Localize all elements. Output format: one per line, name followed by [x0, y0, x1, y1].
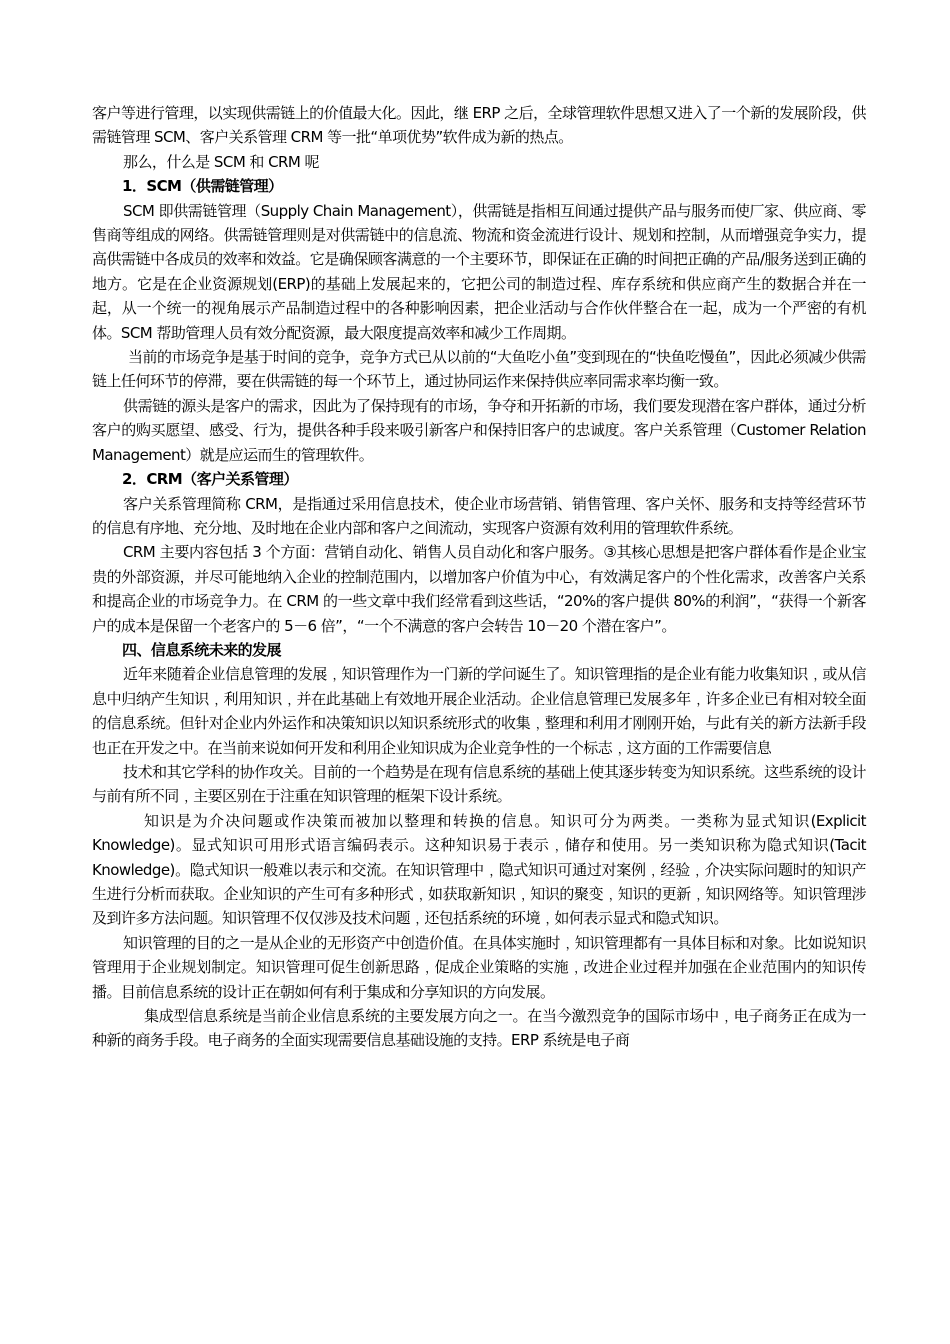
heading-scm: 1．SCM（供需链管理） [122, 177, 283, 196]
paragraph-scm-definition: SCM 即供需链管理（Supply Chain Management），供需链是指相互间通过提供产品与服务而使厂家、供应商、零售商等组成的网络。供需链管理则是对供需链中的信息流、物流和资金流进行设计、规划和控制，从而增强竞争实力，提高供需链中各成员的效率和效益。它是确保顾客满意的一个主要环节，即保证在正确的时间把正确的产品/服务送到正确的地方。它是在企业资源规划(ERP)的基础上发展起来的，它把公司的制造过程、库存系统和供应商产生的数据合并在一起，从一个统一的视角展示产品制造过程中的各种影响因素，把企业活动与合作伙伴整合在一起，成为一个严密的有机体。SCM 帮助管理人员有效分配资源，最大限度提高效率和减少工作周期。 [92, 201, 866, 342]
heading-future-development: 四、信息系统未来的发展 [122, 640, 281, 659]
paragraph-knowledge-goal: 知识管理的目的之一是从企业的无形资产中创造价值。在具体实施时﹐知识管理都有一具体目标和对象。比如说知识管理用于企业规划制定。知识管理可促生创新思路﹐促成企业策略的实施﹐改进企业过程并加强在企业范围内的知识传播。目前信息系统的设计正在朝如何有利于集成和分享知识的方向发展。 [92, 933, 866, 1001]
document-body [92, 101, 866, 1053]
paragraph-knowledge-types: 知识是为介决问题或作决策而被加以整理和转换的信息。知识可分为两类。一类称为显式知识(Explicit Knowledge)。显式知识可用形式语言编码表示。这种知识易于表示﹐储存和使用。另一类知识称为隐式知识(Tacit Knowledge)。隐式知识一般难以表示和交流。在知识管理中﹐隐式知识可通过对案例﹐经验﹐介决实际问题时的知识产生进行分析而获取。企业知识的产生可有多种形式﹐如获取新知识﹐知识的聚变﹐知识的更新﹐知识网络等。知识管理涉及到许多方法问题。知识管理不仅仅涉及技术问题﹐还包括系统的环境﹐如何表示显式和隐式知识。 [92, 811, 866, 928]
paragraph-integrated-systems: 集成型信息系统是当前企业信息系统的主要发展方向之一。在当今激烈竞争的国际市场中﹐电子商务正在成为一种新的商务手段。电子商务的全面实现需要信息基础设施的支持。ERP 系统是电子商 [92, 1007, 866, 1050]
paragraph-continuation: 客户等进行管理，以实现供需链上的价值最大化。因此，继 ERP 之后，全球管理软件思想又进入了一个新的发展阶段，供需链管理 SCM、客户关系管理 CRM 等一批“单项优势”软件成为新的热点。 [92, 104, 866, 147]
paragraph-supply-chain-source: 供需链的源头是客户的需求，因此为了保持现有的市场，争夺和开拓新的市场，我们要发现潜在客户群体，通过分析客户的购买愿望、感受、行为，提供各种手段来吸引新客户和保持旧客户的忠诚度。客户关系管理（Customer Relation Management）就是应运而生的管理软件。 [92, 396, 866, 464]
paragraph-question: 那么，什么是 SCM 和 CRM 呢 [123, 152, 319, 171]
paragraph-crm-definition: 客户关系管理简称 CRM，是指通过采用信息技术，使企业市场营销、销售管理、客户关怀、服务和支持等经营环节的信息有序地、充分地、及时地在企业内部和客户之间流动，实现客户资源有效利用的管理软件系统。 [92, 494, 866, 537]
paragraph-knowledge-management: 近年来随着企业信息管理的发展﹐知识管理作为一门新的学问诞生了。知识管理指的是企业有能力收集知识﹐或从信息中归纳产生知识﹐利用知识﹐并在此基础上有效地开展企业活动。企业信息管理已发展多年﹐许多企业已有相对较全面的信息系统。但针对企业内外运作和决策知识以知识系统形式的收集﹐整理和利用才刚刚开始，与此有关的新方法新手段也正在开发之中。在当前来说如何开发和利用企业知识成为企业竞争性的一个标志﹐这方面的工作需要信息 [92, 665, 866, 757]
paragraph-market-competition: 当前的市场竞争是基于时间的竞争，竞争方式已从以前的“大鱼吃小鱼”变到现在的“快鱼吃慢鱼”，因此必须减少供需链上任何环节的停滞，要在供需链的每一个环节上，通过协同运作来保持供应率同需求率均衡一致。 [92, 348, 866, 391]
paragraph-crm-content: CRM 主要内容包括 3 个方面：营销自动化、销售人员自动化和客户服务。③其核心思想是把客户群体看作是企业宝贵的外部资源，并尽可能地纳入企业的控制范围内，以增加客户价值为中心，有效满足客户的个性化需求，改善客户关系和提高企业的市场竞争力。在 CRM 的一些文章中我们经常看到这些话，“20%的客户提供 80%的利润”，“获得一个新客户的成本是保留一个老客户的 5－6 倍”，“一个不满意的客户会转告 10－20 个潜在客户”。 [92, 543, 866, 635]
heading-crm: 2．CRM（客户关系管理） [122, 470, 298, 489]
paragraph-technology-cooperation: 技术和其它学科的协作攻关。目前的一个趋势是在现有信息系统的基础上使其逐步转变为知识系统。这些系统的设计与前有所不同﹐主要区别在于注重在知识管理的框架下设计系统。 [92, 762, 866, 806]
